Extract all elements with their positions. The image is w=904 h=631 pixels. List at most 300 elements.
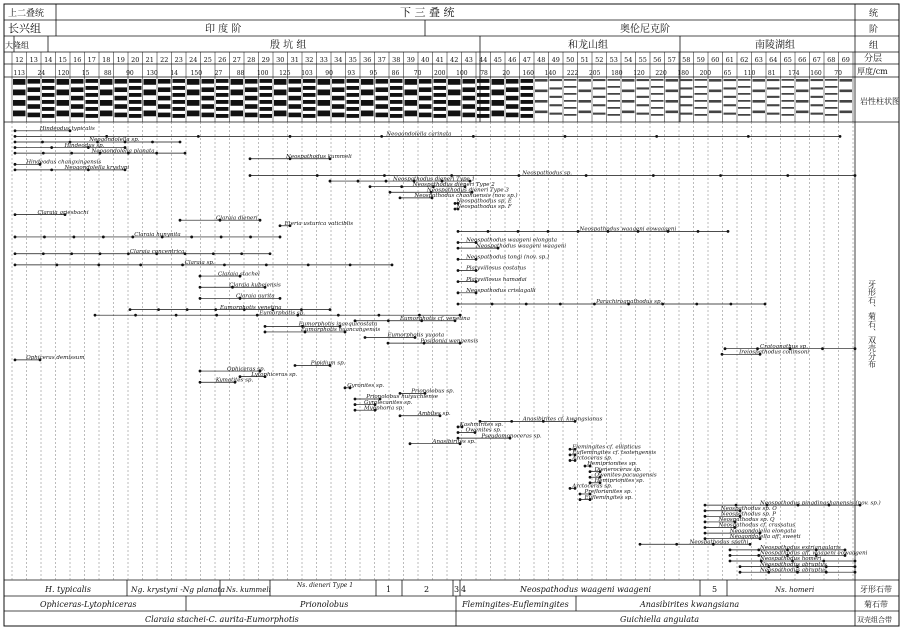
lithology-layer — [28, 113, 41, 118]
thickness-value: 24 — [37, 70, 46, 77]
occurrence-dot — [14, 236, 17, 239]
series-right-label: 统 — [869, 9, 879, 19]
occurrence-dot — [175, 314, 178, 317]
thickness-value: 160 — [522, 70, 535, 77]
taxon-range — [14, 232, 282, 238]
occurrence-dot — [14, 163, 17, 166]
lithology-layer — [405, 90, 418, 96]
lithology-layer — [564, 86, 577, 88]
lithology-layer — [216, 107, 229, 111]
occurrence-dot — [249, 157, 252, 160]
bed-number: 12 — [15, 56, 24, 64]
taxon-label: Neospathodus cristagalli — [466, 288, 536, 295]
stage-right-label: 阶 — [869, 25, 879, 35]
lithology-layer — [463, 113, 476, 118]
lithology-layer — [303, 114, 316, 118]
lithology-layer — [28, 79, 41, 84]
occurrence-dot — [400, 185, 403, 188]
taxon-label: Neospathodus spathi — [689, 539, 749, 546]
taxon-label: Neospathodus dieneri Type 1 — [393, 176, 475, 183]
bed-number: 13 — [29, 56, 38, 64]
lithology-layer — [608, 107, 621, 109]
lithology-layer — [390, 93, 403, 97]
lithology-layer — [535, 111, 548, 114]
lithology-layer — [550, 87, 563, 89]
lithology-layer — [390, 107, 403, 111]
occurrence-dot — [357, 180, 360, 183]
lithology-layer — [376, 113, 389, 118]
bed-number: 29 — [261, 56, 270, 64]
taxon-range — [264, 327, 381, 333]
lithology-layer — [303, 79, 316, 83]
lithology-layer — [492, 90, 505, 96]
lithology-layer — [28, 96, 41, 101]
lithology-layer — [680, 79, 693, 81]
lithology-layer — [811, 96, 824, 98]
taxon-range — [294, 361, 346, 367]
lithology-layer — [289, 104, 302, 109]
taxon-label: Eumorphotis venetina — [220, 304, 282, 311]
helongshan-label: 和龙山组 — [568, 40, 608, 51]
taxon-range — [639, 539, 752, 545]
bed-number: 41 — [435, 56, 444, 64]
lithology-layer — [463, 104, 476, 109]
taxon-label: Neospathodus sp. O — [720, 505, 777, 512]
taxon-label: Gyronites sp. — [347, 383, 385, 390]
lithology-layer — [231, 79, 244, 85]
lithology-layer — [434, 107, 447, 111]
taxon-label: Neospathodus dieneri Type 2 — [412, 181, 495, 188]
lithology-layer — [260, 79, 273, 83]
occurrence-dot — [264, 331, 267, 334]
occurrence-dot — [457, 241, 460, 244]
taxon-label: Neospathodus sp. E — [456, 198, 512, 205]
lithology-layer — [57, 79, 70, 85]
taxon-label: Pseudomonoceras sp. — [481, 433, 542, 440]
lithology-layer — [274, 79, 287, 85]
lithology-layer — [724, 104, 737, 106]
lithology-layer — [129, 107, 142, 111]
thickness-value: 20 — [502, 70, 510, 77]
taxon-label: Ophiceras demissum — [26, 355, 85, 362]
lithology-layer — [187, 111, 200, 117]
bed-number: 33 — [319, 56, 328, 64]
thickness-value: 174 — [788, 70, 800, 77]
lithology-layer — [782, 86, 795, 88]
bed-number: 16 — [73, 56, 82, 64]
taxon-label: Neospathodus sp. — [522, 170, 573, 177]
thickness-value: 150 — [190, 70, 203, 77]
lithology-layer — [303, 100, 316, 104]
lithology-layer — [608, 86, 621, 88]
taxon-range — [14, 249, 272, 255]
occurrence-dot — [42, 252, 45, 255]
taxon-range — [409, 439, 476, 445]
cz-kummeli: Ns. kummeli — [226, 586, 271, 594]
lithology-layer — [695, 107, 708, 109]
occurrence-dot — [854, 565, 857, 568]
upper-permian-label: 上二叠统 — [8, 9, 45, 19]
lithology-layer — [521, 100, 534, 104]
lithology-layer — [173, 86, 186, 90]
thickness-value: 14 — [170, 70, 178, 77]
occurrence-dot — [569, 487, 572, 490]
cz-krystyni-planata: Ng. krystyni -Ng planata — [131, 585, 225, 594]
lithology-layer — [724, 79, 737, 81]
occurrence-dot — [391, 263, 394, 266]
thickness-value: 95 — [369, 70, 378, 77]
bed-number: 19 — [116, 56, 125, 64]
lithology-layer — [622, 100, 635, 103]
occurrence-dot — [729, 548, 732, 551]
lithology-layer — [840, 79, 853, 82]
dalong-label: 大隆组 — [5, 41, 29, 50]
lithology-layer — [637, 113, 650, 115]
lithology-layer — [216, 79, 229, 83]
lithology-layer — [724, 96, 737, 98]
lithology-layer — [86, 100, 99, 104]
lithology-layer — [86, 93, 99, 97]
lithology-layer — [521, 86, 534, 90]
taxon-label: Claraia aurita — [236, 293, 275, 300]
occurrence-dot — [14, 135, 17, 138]
bed-number: 32 — [305, 56, 314, 64]
lithology-layer — [724, 113, 737, 115]
lithology-layer — [608, 114, 621, 116]
lithology-layer — [419, 104, 432, 109]
lithology-layer — [71, 104, 84, 109]
bz-claraia: Claraia stachei-C. aurita-Eumorphotis — [145, 615, 299, 624]
occurrence-dot — [265, 263, 268, 266]
occurrence-dot — [155, 152, 158, 155]
lithology-layer — [100, 100, 113, 106]
lithology-layer — [129, 86, 142, 90]
lithology-layer — [680, 113, 693, 115]
occurrence-dot — [854, 347, 857, 350]
occurrence-dot — [704, 504, 707, 507]
taxon-label: Neospathodus extriangularis — [760, 545, 841, 552]
lithology-layer — [564, 79, 577, 81]
lithology-layer — [274, 100, 287, 106]
taxon-label: Neospathodus sp. Q — [718, 517, 775, 524]
occurrence-dot — [491, 303, 494, 306]
lithology-layer — [57, 100, 70, 106]
lithology-layer — [260, 107, 273, 111]
lithology-layer — [651, 79, 664, 81]
lithology-layer — [115, 79, 128, 84]
az-flemingites: Flemingites-Euflemingites — [462, 600, 569, 609]
lithology-layer — [680, 96, 693, 98]
taxon-label: Neospathodus dieneri Type 3 — [426, 187, 509, 194]
occurrence-dot — [179, 219, 182, 222]
occurrence-dot — [564, 135, 567, 138]
occurrence-dot — [269, 252, 272, 255]
lithology-layer — [463, 96, 476, 101]
taxon-label: Anasibirites sp. — [432, 438, 476, 445]
lithology-layer — [782, 107, 795, 109]
occurrence-dot — [547, 230, 550, 233]
lithology-layer — [144, 79, 157, 85]
lithology-layer — [564, 107, 577, 109]
lithology-layer — [100, 111, 113, 117]
taxon-label: Lytophiceras sp. — [251, 371, 298, 378]
lithology-layer — [42, 86, 55, 90]
taxon-label: Eumorphotis huancangensis — [301, 327, 381, 334]
lithology-layer — [521, 107, 534, 111]
lithology-layer — [71, 113, 84, 118]
occurrence-dot — [14, 152, 17, 155]
bed-number: 58 — [682, 56, 691, 64]
taxon-range — [14, 126, 95, 132]
bed-number: 21 — [145, 56, 154, 64]
occurrence-dot — [786, 174, 789, 177]
taxon-range — [721, 349, 810, 355]
occurrence-dot — [259, 219, 262, 222]
lithology-layer — [608, 100, 621, 102]
bed-number: 44 — [479, 56, 488, 64]
lithology-layer — [361, 100, 374, 106]
occurrence-dot — [294, 364, 297, 367]
taxon-label: Neospathodus aff. waageni eowaageni — [760, 550, 868, 557]
lithology-layer — [825, 79, 838, 81]
occurrence-dot — [337, 314, 340, 317]
cz-1: 1 — [386, 585, 392, 594]
occurrence-dot — [43, 236, 46, 239]
occurrence-dot — [729, 560, 732, 563]
cz-5: 5 — [712, 585, 718, 594]
taxon-label: Neogondolella sp. — [89, 137, 140, 144]
lithology-layer — [579, 90, 592, 93]
lithology-layer — [231, 100, 244, 106]
occurrence-dot — [695, 303, 698, 306]
lithology-layer — [42, 100, 55, 104]
occurrence-dot — [14, 146, 17, 149]
olenekian-label: 奥伦尼克阶 — [620, 24, 670, 35]
occurrence-dot — [399, 414, 402, 417]
lithology-layer — [477, 107, 490, 111]
occurrence-dot — [151, 141, 154, 144]
bed-number: 51 — [580, 56, 589, 64]
taxon-label: Cratognathus sp. — [760, 343, 808, 350]
lithology-layer — [13, 100, 26, 106]
thickness-value: 110 — [743, 70, 756, 77]
occurrence-dot — [585, 174, 588, 177]
lithology-layer — [347, 100, 360, 104]
lithology-layer — [216, 100, 229, 104]
occurrence-dot — [14, 263, 17, 266]
taxon-range — [579, 495, 634, 501]
taxon-label: Ophiceras sp. — [227, 366, 266, 373]
lithology-layer — [202, 113, 215, 118]
lithology-layer — [419, 96, 432, 101]
lithology-layer — [680, 87, 693, 89]
occurrence-dot — [704, 521, 707, 524]
taxon-label: Neogondolella aff. sweeti — [729, 533, 801, 540]
lithology-layer — [463, 87, 476, 92]
lithology-layer — [651, 100, 664, 102]
lithology-layer — [289, 96, 302, 101]
bivalve-zone-right-label: 双壳组合带 — [857, 616, 892, 624]
occurrence-dot — [854, 174, 857, 177]
taxon-label: Neogondolella carinata — [386, 131, 452, 138]
thickness-value: 180 — [677, 70, 689, 77]
thickness-value: 88 — [236, 70, 245, 77]
taxon-label: Dieneroceras sp. — [594, 466, 642, 473]
taxon-range — [279, 221, 354, 227]
lithology-layer — [593, 79, 606, 81]
lithology-layer — [42, 114, 55, 118]
occurrence-dot — [139, 263, 142, 266]
occurrence-dot — [354, 398, 357, 401]
bed-number: 34 — [334, 56, 343, 64]
taxon-range — [457, 227, 730, 233]
occurrence-dot — [764, 303, 767, 306]
lithology-layer — [57, 111, 70, 117]
lithology-layer — [434, 79, 447, 83]
lithology-layer — [709, 100, 722, 103]
taxon-label: Neospathodus abruptus — [760, 567, 827, 574]
occurrence-dot — [399, 196, 402, 199]
bed-number: 42 — [450, 56, 459, 64]
occurrence-dot — [179, 141, 182, 144]
lithology-layer — [129, 114, 142, 118]
bz-guichiella: Guichiella angulata — [620, 615, 699, 624]
lithology-layer — [666, 111, 679, 114]
yinkeng-label: 殷 坑 组 — [270, 40, 307, 51]
occurrence-dot — [389, 191, 392, 194]
occurrence-dot — [387, 319, 390, 322]
lithology-layer — [187, 79, 200, 85]
occurrence-dot — [212, 252, 215, 255]
lithology-layer — [347, 79, 360, 83]
lithology-layer — [506, 87, 519, 92]
thickness-value: 113 — [13, 70, 25, 77]
taxon-label: Euflemingites sp. — [584, 494, 633, 501]
occurrence-dot — [157, 308, 160, 311]
thickness-value: 120 — [57, 70, 70, 77]
lithology-layer — [42, 79, 55, 83]
bed-number: 35 — [348, 56, 357, 64]
lithology-layer — [492, 100, 505, 106]
lithology-layer — [550, 104, 563, 106]
lithology-layer — [637, 79, 650, 81]
lithology-layer — [71, 87, 84, 92]
occurrence-dot — [729, 554, 732, 557]
occurrence-dot — [704, 509, 707, 512]
thickness-value: 15 — [81, 70, 90, 77]
lithology-layer — [767, 87, 780, 89]
occurrence-dot — [721, 353, 724, 356]
lithology-layer — [738, 107, 751, 109]
lithology-layer — [492, 79, 505, 85]
lithology-layer — [187, 100, 200, 106]
lithology-layer — [405, 100, 418, 106]
lithology-layer — [347, 93, 360, 97]
bed-number: 55 — [638, 56, 647, 64]
occurrence-dot — [675, 543, 678, 546]
taxon-range — [179, 215, 262, 221]
lithology-layer — [622, 90, 635, 93]
lithology-layer — [419, 113, 432, 118]
lithology-layer — [419, 87, 432, 92]
lithology-layer — [216, 86, 229, 90]
bed-number: 45 — [493, 56, 502, 64]
lithology-layer — [28, 104, 41, 109]
bed-number: 38 — [392, 56, 401, 64]
lithology-layer — [811, 113, 824, 115]
taxon-label: Ireiospathodus collinsoni — [739, 349, 810, 356]
occurrence-dot — [184, 152, 187, 155]
lithology-layer — [347, 86, 360, 90]
lithology-layer — [753, 100, 766, 103]
bed-number: 22 — [160, 56, 169, 64]
cz-h-typicalis: H. typicalis — [45, 585, 91, 594]
lithology-layer — [593, 113, 606, 115]
lithology-layer — [767, 113, 780, 115]
lithology-layer — [216, 114, 229, 118]
bed-number: 59 — [696, 56, 705, 64]
bed-number: 46 — [508, 56, 517, 64]
lithology-layer — [390, 86, 403, 90]
lithology-layer — [608, 93, 621, 95]
thickness-value: 200 — [699, 70, 712, 77]
bed-number: 27 — [232, 56, 241, 64]
thickness-value: 100 — [456, 70, 468, 77]
occurrence-dot — [457, 269, 460, 272]
occurrence-dot — [457, 303, 460, 306]
occurrence-dot — [749, 543, 752, 546]
bed-number: 37 — [377, 56, 386, 64]
taxon-label: Eteria usturica vaticiblis — [284, 220, 354, 227]
taxon-label: Neospathodus homeri — [760, 556, 822, 563]
occurrence-dot — [457, 230, 460, 233]
lithology-layer — [811, 87, 824, 89]
occurrence-dot — [457, 280, 460, 283]
bed-right-label: 分层 — [864, 54, 883, 64]
lithology-layer — [593, 96, 606, 98]
lithology-layer — [158, 79, 171, 84]
occurrence-dot — [70, 252, 73, 255]
formation-right-label: 组 — [869, 41, 879, 51]
taxon-label: Kashmirites sp. — [459, 422, 504, 429]
lithology-layer — [579, 79, 592, 82]
lithology-layer — [506, 113, 519, 118]
taxon-range — [14, 148, 187, 154]
bed-number: 60 — [711, 56, 720, 64]
lithology-layer — [463, 79, 476, 84]
occurrence-dot — [199, 381, 202, 384]
lithology-layer — [173, 79, 186, 83]
bed-number: 61 — [725, 56, 734, 64]
lithology-layer — [202, 79, 215, 84]
taxon-label: Owenites sp. — [465, 427, 502, 434]
nanlinghu-label: 南陵湖组 — [755, 40, 795, 51]
occurrence-dot — [97, 263, 100, 266]
taxon-range — [457, 254, 549, 261]
taxon-label: Hemiprionites sp. — [587, 461, 637, 468]
lithology-layer — [811, 79, 824, 81]
occurrence-dot — [727, 230, 730, 233]
lithology-layer — [651, 107, 664, 109]
occurrence-dot — [214, 308, 217, 311]
thickness-value: 27 — [214, 70, 223, 77]
taxon-range — [14, 260, 394, 266]
occurrence-dot — [704, 526, 707, 529]
occurrence-dot — [655, 135, 658, 138]
occurrence-dot — [14, 358, 17, 361]
lithology-layer — [376, 87, 389, 92]
lithology-layer — [535, 100, 548, 103]
